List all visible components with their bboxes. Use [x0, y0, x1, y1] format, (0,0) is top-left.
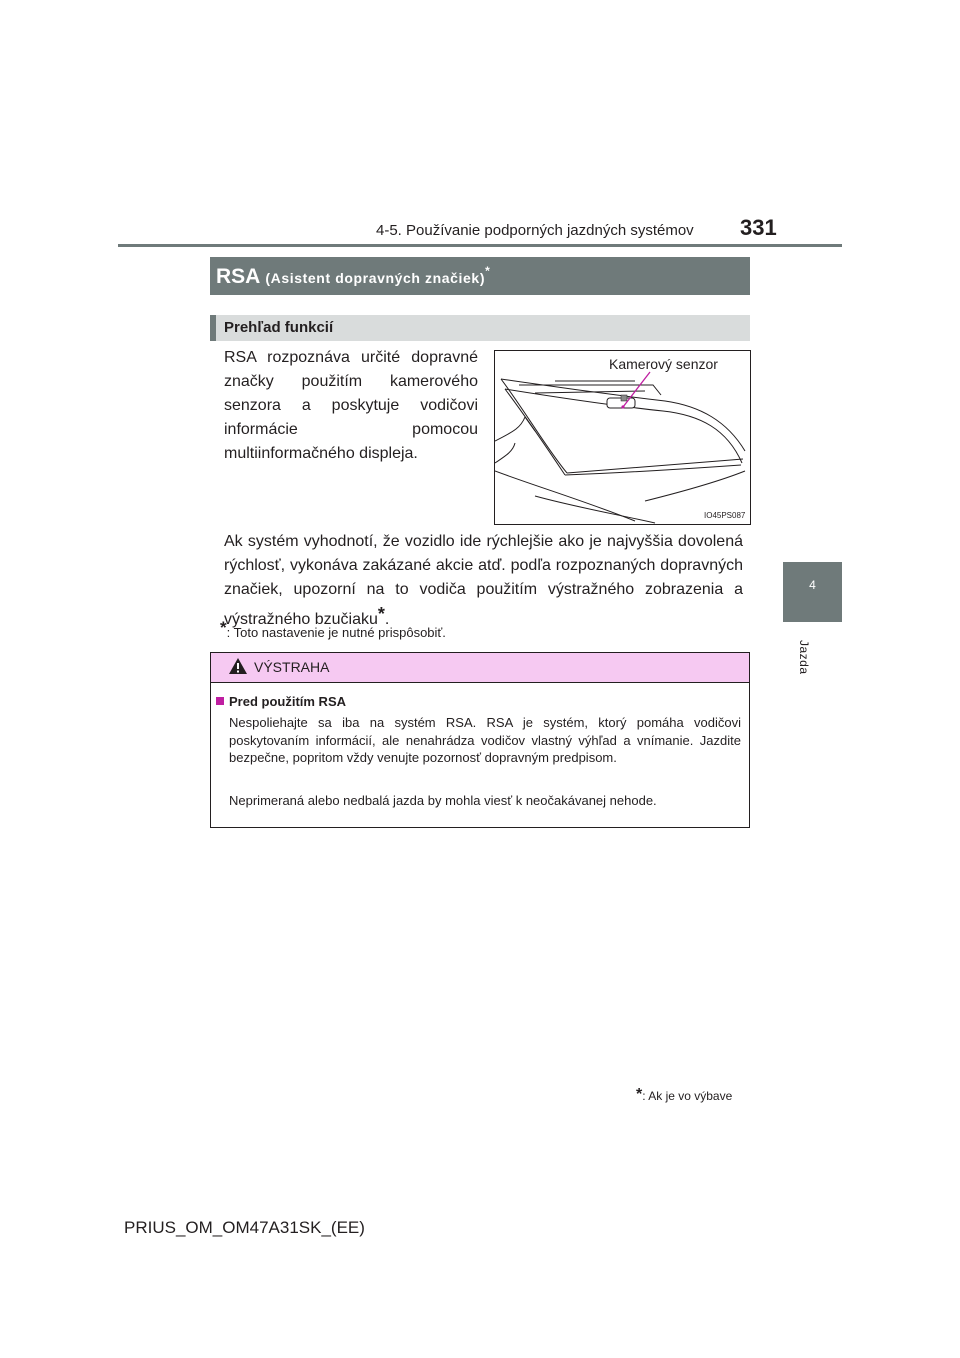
intro-paragraph: RSA rozpoznáva určité dopravné značky použitím kamerového senzora a poskytuje vodičovi informácie pomocou multiinformačného displeja.	[224, 349, 478, 462]
bottom-note-star: *	[636, 1086, 643, 1103]
chapter-label: Jazda	[797, 640, 811, 675]
header-rule	[118, 244, 842, 247]
warning-subtitle: Pred použitím RSA	[229, 694, 347, 709]
heading-subtitle: (Asistent dopravných značiek)	[265, 270, 486, 286]
chapter-tab	[783, 562, 842, 622]
figure-code: IO45PS087	[704, 511, 746, 520]
warning-paragraph-2: Neprimeraná alebo nedbalá jazda by mohla viesť k neočakávanej nehode.	[229, 793, 657, 808]
windshield-drawing	[495, 351, 750, 524]
heading	[216, 264, 490, 289]
body-end: .	[384, 611, 390, 628]
bottom-note-text: : Ak je vo výbave	[642, 1089, 733, 1103]
windshield-illustration	[494, 350, 751, 525]
heading-title: RSA	[216, 265, 260, 288]
document-footer: PRIUS_OM_OM47A31SK_(EE)	[124, 1218, 365, 1237]
warning-paragraph-1: Nespoliehajte sa iba na systém RSA. RSA je systém, ktorý pomáha vodičovi poskytovaním informácií, ale nenahrádza vodičov vlastný výhľad a vnímanie. Jazdite bezpečne, popritom vždy venujte pozornosť dopravným predpisom.	[229, 715, 741, 765]
body-text: Ak systém vyhodnotí, že vozidlo ide rýchlejšie ako je najvyššia dovolená rýchlosť, vykonáva zakázané akcie atď. podľa rozpoznaných dopravných značiek, upozorní na to vodiča použitím výstražného zobrazenia a výstražného bzučiaku	[224, 533, 743, 628]
equipment-note	[636, 1086, 732, 1104]
warning-triangle-icon	[228, 657, 248, 680]
chapter-number: 4	[809, 578, 816, 592]
figure-callout-label: Kamerový senzor	[609, 356, 718, 372]
setting-note	[220, 618, 446, 640]
subheading: Prehľad funkcií	[224, 319, 334, 336]
page-number: 331	[740, 215, 777, 240]
heading-star: *	[485, 264, 490, 278]
body-paragraph	[224, 530, 743, 632]
bullet-square-icon	[216, 697, 224, 705]
note-text: : Toto nastavenie je nutné prispôsobiť.	[226, 625, 446, 640]
body-star: *	[377, 604, 385, 624]
section-title: 4-5. Používanie podporných jazdných systémov	[376, 222, 694, 239]
warning-title: VÝSTRAHA	[254, 659, 330, 675]
note-star: *	[220, 618, 227, 637]
